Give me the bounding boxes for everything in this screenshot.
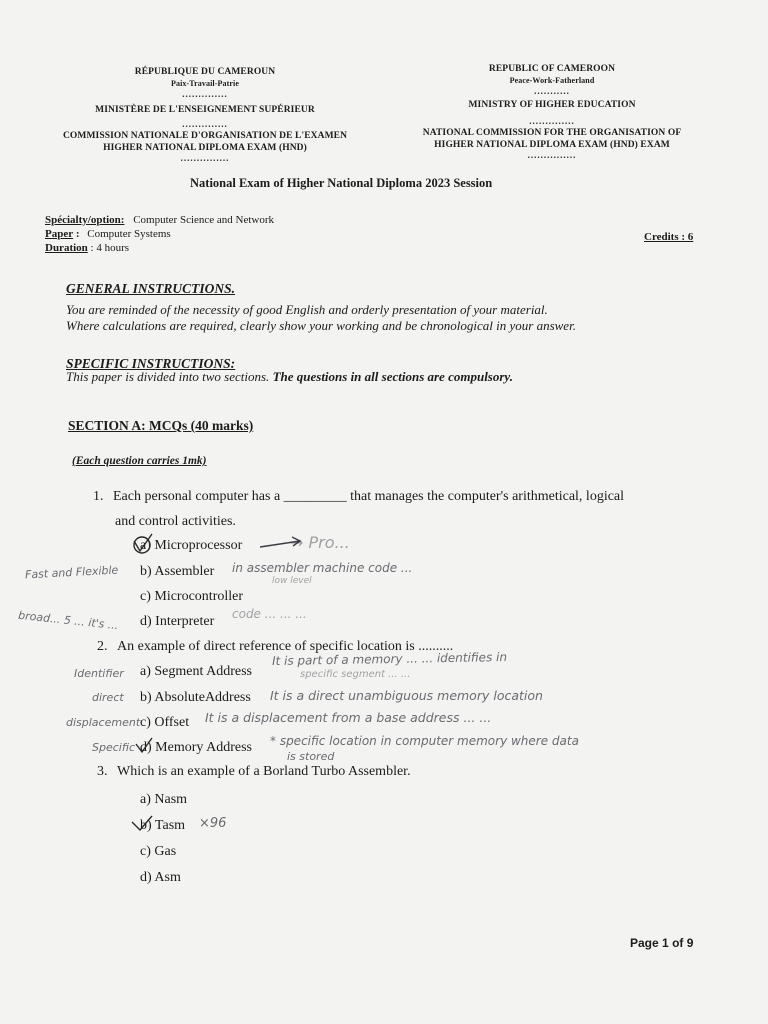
- hw-q1-d: code ... ... ...: [232, 607, 307, 621]
- q1-option-a[interactable]: a) Microprocessor: [140, 538, 243, 553]
- hw-q2-a-sub: specific segment ... ...: [300, 669, 411, 680]
- hw-q3-b: ×96: [199, 816, 227, 831]
- ministry-en: MINISTRY OF HIGHER EDUCATION: [468, 100, 636, 110]
- hw-q1-b-sub: low level: [272, 576, 312, 586]
- q2-option-d[interactable]: d) Memory Address: [140, 740, 252, 755]
- general-line-1: You are reminded of the necessity of good English and orderly presentation of your material.: [66, 302, 548, 317]
- commission-en-2: HIGHER NATIONAL DIPLOMA EXAM (HND) EXAM: [434, 140, 670, 150]
- duration-label: Duration: [45, 242, 88, 254]
- motto-en: Peace-Work-Fatherland: [509, 76, 595, 85]
- q3-option-d[interactable]: d) Asm: [140, 870, 181, 885]
- commission-en-1: NATIONAL COMMISSION FOR THE ORGANISATION OF: [422, 128, 682, 138]
- question-3: [97, 763, 697, 781]
- commission-fr-2: HIGHER NATIONAL DIPLOMA EXAM (HND): [103, 143, 307, 153]
- specific-text: This paper is divided into two sections.: [66, 369, 270, 384]
- hw-q1-a: → Pro...: [290, 533, 350, 552]
- header-french: [40, 66, 370, 162]
- hw-q1-b-left: Fast and Flexible: [24, 563, 119, 582]
- specific-instructions-text: [66, 369, 706, 385]
- general-instructions-text: [66, 302, 706, 334]
- page-of-label: of: [672, 936, 684, 950]
- specific-instructions-heading: SPECIFIC INSTRUCTIONS:: [66, 356, 236, 371]
- dots-en-2: ..............: [529, 116, 575, 126]
- question-2-text: An example of direct reference of specific location is ..........: [117, 639, 454, 654]
- paper-row: [45, 227, 385, 241]
- hw-q2-d-sub: is stored: [287, 750, 335, 763]
- hw-q2-d: * specific location in computer memory where data: [270, 734, 579, 748]
- paper-value: Computer Systems: [87, 228, 171, 240]
- paper-label: Paper: [45, 228, 74, 240]
- dots-en-1: ...........: [534, 86, 570, 96]
- question-1-number: 1.: [93, 489, 104, 504]
- header-english: [402, 63, 702, 159]
- page-number: 1: [662, 936, 669, 950]
- q1-option-d[interactable]: d) Interpreter: [140, 614, 215, 629]
- dots-fr-2: ..............: [182, 119, 228, 129]
- exam-meta: [45, 213, 385, 255]
- duration-value: : 4 hours: [90, 242, 130, 254]
- page-footer: [630, 936, 693, 950]
- hw-q2-a-left: Identifier: [74, 667, 124, 680]
- general-line-2: Where calculations are required, clearly show your working and be chronological in your answer.: [66, 318, 576, 333]
- dots-fr-1: ..............: [182, 89, 228, 99]
- q3-option-b[interactable]: b) Tasm: [140, 818, 186, 833]
- question-3-text: Which is an example of a Borland Turbo Assembler.: [117, 764, 411, 779]
- q3-option-a[interactable]: a) Nasm: [140, 792, 188, 807]
- motto-fr: Paix-Travail-Patrie: [171, 79, 239, 88]
- section-a-note: (Each question carries 1mk): [72, 455, 207, 467]
- specialty-label: Spécialty/option:: [45, 214, 125, 226]
- question-1-text: Each personal computer has a _________ that manages the computer's arithmetical, logical: [113, 489, 625, 504]
- hw-q2-b-left: direct: [92, 691, 124, 704]
- q1-option-b[interactable]: b) Assembler: [140, 564, 215, 579]
- dots-fr-3: ...............: [180, 153, 230, 163]
- q2-option-a[interactable]: a) Segment Address: [140, 664, 252, 679]
- q3-option-c[interactable]: c) Gas: [140, 844, 177, 859]
- question-3-number: 3.: [97, 764, 108, 779]
- specialty-value: Computer Science and Network: [133, 214, 275, 226]
- hw-q2-c: It is a displacement from a base address ... ...: [205, 710, 492, 725]
- duration-row: [45, 241, 385, 255]
- commission-fr-1: COMMISSION NATIONALE D'ORGANISATION DE L'EXAMEN: [62, 131, 348, 141]
- general-instructions-heading: GENERAL INSTRUCTIONS.: [66, 281, 236, 296]
- section-a-heading: SECTION A: MCQs (40 marks): [68, 418, 254, 433]
- credits: Credits : 6: [644, 231, 694, 243]
- ministry-fr: MINISTÈRE DE L'ENSEIGNEMENT SUPÉRIEUR: [95, 105, 315, 115]
- question-2-number: 2.: [97, 639, 108, 654]
- hw-q2-d-left: Specific: [92, 741, 135, 754]
- hw-q2-b: It is a direct unambiguous memory location: [270, 688, 543, 703]
- specialty-row: [45, 213, 385, 227]
- question-1-text-cont: and control activities.: [115, 514, 236, 529]
- q2-option-b[interactable]: b) AbsoluteAddress: [140, 690, 251, 705]
- paper-sep: :: [75, 228, 80, 240]
- page-total: 9: [686, 936, 694, 950]
- hw-q2-a: It is part of a memory ... ... identifies in: [271, 649, 508, 669]
- q1-option-c[interactable]: c) Microcontroller: [140, 589, 244, 604]
- specific-bold-text: The questions in all sections are compulsory.: [272, 369, 513, 384]
- q2-option-c[interactable]: c) Offset: [140, 715, 190, 730]
- hw-q2-c-left: displacement: [66, 716, 141, 729]
- exam-title: National Exam of Higher National Diploma 2023 Session: [190, 176, 493, 190]
- hw-q1-b: in assembler machine code ...: [232, 561, 413, 575]
- dots-en-3: ...............: [527, 150, 577, 160]
- republic-en: REPUBLIC OF CAMEROON: [488, 64, 616, 74]
- question-1: [93, 488, 703, 506]
- hw-q1-d-left: broad... 5 ... it's ...: [17, 608, 119, 633]
- republic-fr: RÉPUBLIQUE DU CAMEROUN: [134, 67, 276, 77]
- page-label: Page: [630, 936, 659, 950]
